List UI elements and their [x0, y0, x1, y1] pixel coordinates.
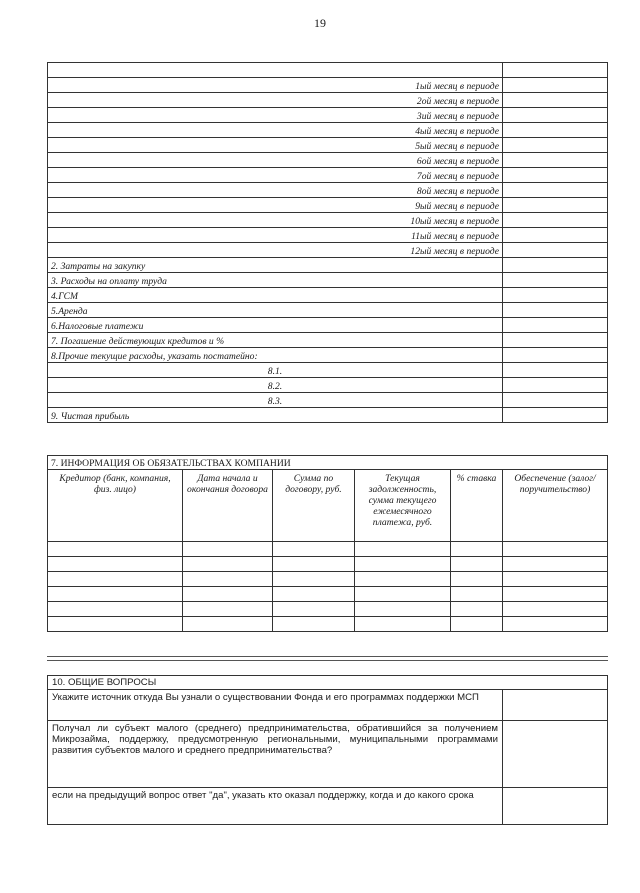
table-row — [48, 63, 608, 78]
entry-cell[interactable] — [183, 617, 273, 632]
month-label: 5ый месяц в периоде — [48, 138, 503, 153]
table-row — [48, 213, 608, 228]
value-cell[interactable] — [503, 138, 608, 153]
net-profit-label: 9. Чистая прибыль — [48, 408, 503, 423]
entry-cell[interactable] — [451, 587, 503, 602]
table-row — [48, 93, 608, 108]
table-row — [48, 198, 608, 213]
column-header: Сумма по договору, руб. — [273, 470, 355, 542]
month-label: 2ой месяц в периоде — [48, 93, 503, 108]
table-row — [48, 288, 608, 303]
entry-cell[interactable] — [503, 617, 608, 632]
value-cell[interactable] — [503, 93, 608, 108]
table-row — [48, 273, 608, 288]
entry-cell[interactable] — [48, 542, 183, 557]
table-row — [48, 243, 608, 258]
question-row — [48, 788, 608, 825]
value-cell[interactable] — [503, 78, 608, 93]
entry-cell[interactable] — [503, 557, 608, 572]
entry-cell[interactable] — [183, 572, 273, 587]
table-row — [48, 303, 608, 318]
entry-cell[interactable] — [355, 572, 451, 587]
sub-item-label: 8.1. — [48, 363, 503, 378]
question-text: если на предыдущий вопрос ответ "да", указать кто оказал поддержку, когда и до какого срока — [48, 788, 503, 825]
question-row — [48, 690, 608, 721]
value-cell[interactable] — [503, 168, 608, 183]
table-row — [48, 572, 608, 587]
column-header: Обеспечение (залог/ поручительство) — [503, 470, 608, 542]
section-divider — [47, 656, 608, 657]
value-cell[interactable] — [503, 378, 608, 393]
table-row — [48, 318, 608, 333]
entry-cell[interactable] — [48, 602, 183, 617]
month-label: 7ой месяц в периоде — [48, 168, 503, 183]
table-row — [48, 258, 608, 273]
item-label: 2. Затраты на закупку — [48, 258, 503, 273]
value-cell[interactable] — [503, 258, 608, 273]
entry-cell[interactable] — [451, 572, 503, 587]
value-cell[interactable] — [503, 63, 608, 78]
expenses-table — [47, 62, 608, 423]
question-row — [48, 721, 608, 788]
entry-cell[interactable] — [273, 587, 355, 602]
answer-cell[interactable] — [503, 721, 608, 788]
table-row — [48, 408, 608, 423]
table-row — [48, 348, 608, 363]
value-cell[interactable] — [503, 393, 608, 408]
table-row — [48, 378, 608, 393]
table-row — [48, 587, 608, 602]
question-text: Укажите источник откуда Вы узнали о существовании Фонда и его программах поддержки МСП — [48, 690, 503, 721]
entry-cell[interactable] — [451, 557, 503, 572]
entry-cell[interactable] — [48, 587, 183, 602]
value-cell[interactable] — [503, 318, 608, 333]
item-label: 7. Погашение действующих кредитов и % — [48, 333, 503, 348]
value-cell[interactable] — [503, 153, 608, 168]
table-row — [48, 228, 608, 243]
entry-cell[interactable] — [503, 587, 608, 602]
table-row — [48, 363, 608, 378]
value-cell[interactable] — [503, 183, 608, 198]
value-cell[interactable] — [503, 288, 608, 303]
entry-cell[interactable] — [183, 602, 273, 617]
entry-cell[interactable] — [355, 542, 451, 557]
table-row — [48, 183, 608, 198]
entry-cell[interactable] — [503, 572, 608, 587]
table-row — [48, 617, 608, 632]
month-label: 6ой месяц в периоде — [48, 153, 503, 168]
table-row — [48, 153, 608, 168]
value-cell[interactable] — [503, 273, 608, 288]
column-header: Кредитор (банк, компания, физ. лицо) — [48, 470, 183, 542]
table-row — [48, 138, 608, 153]
value-cell[interactable] — [503, 123, 608, 138]
entry-cell[interactable] — [183, 542, 273, 557]
value-cell[interactable] — [503, 348, 608, 363]
month-label: 3ий месяц в периоде — [48, 108, 503, 123]
header-row — [48, 470, 608, 542]
entry-cell[interactable] — [451, 617, 503, 632]
section-title: 7. ИНФОРМАЦИЯ ОБ ОБЯЗАТЕЛЬСТВАХ КОМПАНИИ — [48, 456, 608, 470]
table-row — [48, 393, 608, 408]
entry-cell[interactable] — [273, 542, 355, 557]
entry-cell[interactable] — [451, 542, 503, 557]
column-header: % ставка — [451, 470, 503, 542]
table-row — [48, 542, 608, 557]
item-label: 8.Прочие текущие расходы, указать постатейно: — [48, 348, 503, 363]
value-cell[interactable] — [503, 408, 608, 423]
month-label: 1ый месяц в периоде — [48, 78, 503, 93]
item-label: 3. Расходы на оплату труда — [48, 273, 503, 288]
entry-cell[interactable] — [355, 587, 451, 602]
month-label: 12ый месяц в периоде — [48, 243, 503, 258]
table-row — [48, 333, 608, 348]
entry-cell[interactable] — [451, 602, 503, 617]
column-header: Дата начала и окончания договора — [183, 470, 273, 542]
table-row — [48, 168, 608, 183]
entry-cell[interactable] — [48, 617, 183, 632]
obligations-table — [47, 455, 608, 632]
sub-item-label: 8.3. — [48, 393, 503, 408]
month-label: 9ый месяц в периоде — [48, 198, 503, 213]
entry-cell[interactable] — [48, 557, 183, 572]
page-number: 19 — [314, 16, 326, 30]
table-row — [48, 123, 608, 138]
month-label: 11ый месяц в периоде — [48, 228, 503, 243]
general-questions-table — [47, 675, 608, 825]
entry-cell[interactable] — [273, 572, 355, 587]
sub-item-label: 8.2. — [48, 378, 503, 393]
value-cell[interactable] — [503, 363, 608, 378]
question-text: Получал ли субъект малого (среднего) предпринимательства, обратившийся за получением Микрозайма, поддержку, предусмотренную региональными, муниципальными программами развития субъектов малого и среднего предпринимательства? — [48, 721, 503, 788]
month-label: 8ой месяц в периоде — [48, 183, 503, 198]
answer-cell[interactable] — [503, 690, 608, 721]
entry-cell[interactable] — [48, 572, 183, 587]
table-row — [48, 557, 608, 572]
entry-cell[interactable] — [355, 617, 451, 632]
column-header: Текущая задолженность, сумма текущего ежемесячного платежа, руб. — [355, 470, 451, 542]
table-row — [48, 602, 608, 617]
value-cell[interactable] — [503, 243, 608, 258]
value-cell[interactable] — [503, 213, 608, 228]
value-cell[interactable] — [503, 108, 608, 123]
entry-cell[interactable] — [183, 587, 273, 602]
section-title: 10. ОБЩИЕ ВОПРОСЫ — [48, 676, 608, 690]
value-cell[interactable] — [503, 198, 608, 213]
entry-cell[interactable] — [273, 602, 355, 617]
section-divider — [47, 660, 608, 661]
month-label: 10ый месяц в периоде — [48, 213, 503, 228]
value-cell[interactable] — [503, 303, 608, 318]
entry-cell[interactable] — [355, 557, 451, 572]
table-row — [48, 78, 608, 93]
entry-cell[interactable] — [503, 602, 608, 617]
answer-cell[interactable] — [503, 788, 608, 825]
entry-cell[interactable] — [355, 602, 451, 617]
item-label: 5.Аренда — [48, 303, 503, 318]
table-row — [48, 108, 608, 123]
entry-cell[interactable] — [503, 542, 608, 557]
value-cell[interactable] — [503, 333, 608, 348]
entry-cell[interactable] — [183, 557, 273, 572]
value-cell[interactable] — [503, 228, 608, 243]
entry-cell[interactable] — [273, 617, 355, 632]
entry-cell[interactable] — [273, 557, 355, 572]
month-label: 4ый месяц в периоде — [48, 123, 503, 138]
item-label: 4.ГСМ — [48, 288, 503, 303]
item-label: 6.Налоговые платежи — [48, 318, 503, 333]
